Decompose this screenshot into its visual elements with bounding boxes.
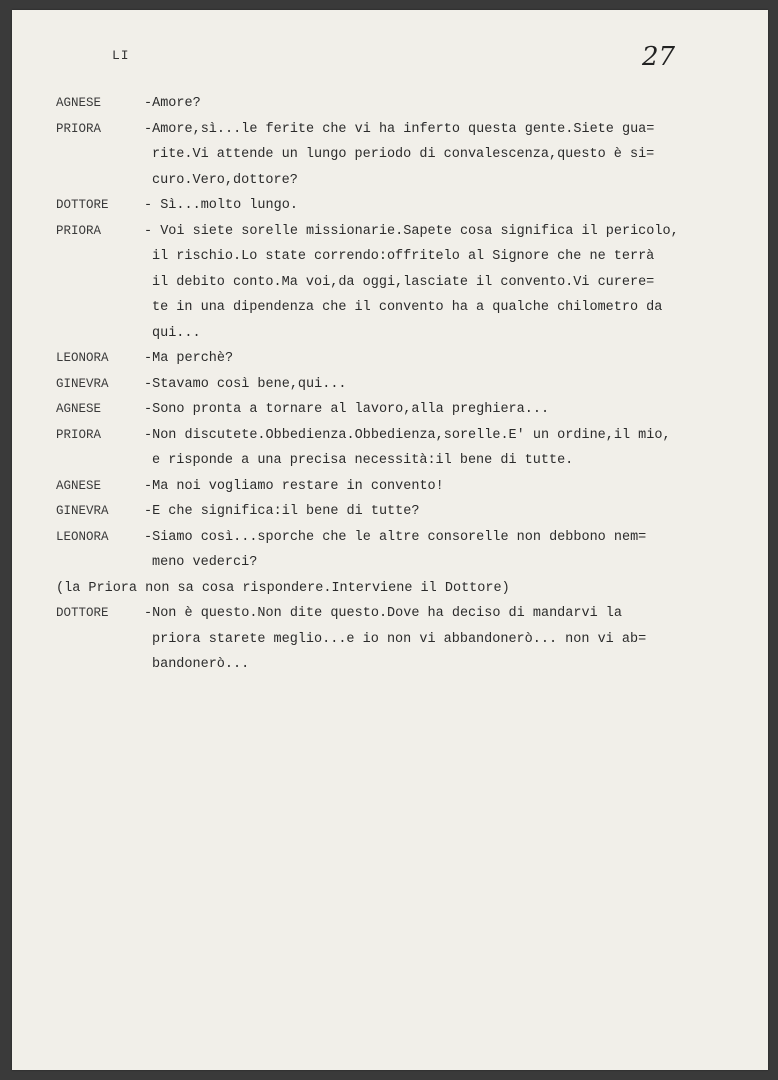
speech-line: meno vederci? [152, 555, 258, 570]
dialogue-line [56, 117, 756, 194]
dialogue-line [56, 91, 756, 117]
speech-line: -Non discutete.Obbedienza.Obbedienza,sorelle.E' un ordine,il mio, [144, 427, 671, 443]
dialogue-line [56, 193, 756, 219]
page-number: 27 [642, 42, 676, 72]
speaker-name: LEONORA [56, 529, 109, 544]
speech-text [144, 346, 756, 372]
speech-line: te in una dipendenza che il convento ha a qualche chilometro da [152, 300, 663, 315]
speech-text [144, 91, 756, 117]
speaker-name: AGNESE [56, 96, 102, 110]
speech-line: -Non è questo.Non dite questo.Dove ha deciso di mandarvi la [144, 606, 622, 621]
speech-text [144, 193, 756, 219]
speech-line: qui... [152, 325, 201, 341]
speaker-name: DOTTORE [56, 198, 109, 212]
speech-text [144, 117, 756, 194]
dialogue-line [56, 525, 756, 576]
speech-text [144, 219, 756, 347]
speech-line: -Sono pronta a tornare al lavoro,alla preghiera... [144, 402, 550, 417]
dialogue-line [56, 346, 756, 372]
scene-number: LI [112, 48, 130, 63]
speech-line: -Amore? [144, 96, 201, 111]
speech-line: -E che significa:il bene di tutte? [144, 504, 420, 519]
dialogue-line [56, 397, 756, 423]
typescript-page [12, 10, 768, 1070]
speech-line: - Sì...molto lungo. [144, 198, 298, 213]
speech-text [144, 601, 756, 678]
dialogue-line [56, 219, 756, 347]
speaker-name: LEONORA [56, 351, 109, 365]
speech-line: rite.Vi attende un lungo periodo di convalescenza,questo è si= [152, 147, 655, 162]
speech-text [144, 474, 756, 500]
stage-direction: (la Priora non sa cosa rispondere.Interviene il Dottore) [56, 580, 510, 596]
speech-text [144, 499, 756, 525]
speech-text [144, 397, 756, 423]
speaker-name: AGNESE [56, 478, 102, 493]
dialogue-line [56, 474, 756, 500]
script-body [56, 91, 756, 678]
speech-line: bandonerò... [152, 657, 250, 672]
speech-line: curo.Vero,dottore? [152, 172, 298, 188]
speaker-name: AGNESE [56, 402, 102, 416]
speech-line: priora starete meglio...e io non vi abbandonerò... non vi ab= [152, 631, 647, 647]
speaker-name: GINEVRA [56, 504, 109, 518]
dialogue-line [56, 372, 756, 398]
speech-text [144, 423, 756, 474]
speech-line: il rischio.Lo state correndo:offritelo al Signore che ne terrà [152, 249, 655, 264]
dialogue-line [56, 601, 756, 678]
speech-line: -Ma perchè? [144, 351, 234, 366]
speech-line: -Amore,sì...le ferite che vi ha inferto questa gente.Siete gua= [144, 121, 655, 137]
speaker-name: DOTTORE [56, 606, 109, 620]
speech-text [144, 372, 756, 398]
speaker-name: PRIORA [56, 121, 102, 136]
speaker-name: PRIORA [56, 427, 102, 442]
speech-text [144, 525, 756, 576]
speech-line: -Siamo così...sporche che le altre consorelle non debbono nem= [144, 529, 647, 545]
speech-line: e risponde a una precisa necessità:il bene di tutte. [152, 453, 574, 468]
speaker-name: PRIORA [56, 223, 102, 238]
stage-direction-line [56, 576, 756, 602]
speech-line: -Ma noi vogliamo restare in convento! [144, 478, 444, 494]
speech-line: - Voi siete sorelle missionarie.Sapete cosa significa il pericolo, [144, 223, 679, 239]
dialogue-line [56, 499, 756, 525]
speaker-name: GINEVRA [56, 376, 109, 391]
speech-line: il debito conto.Ma voi,da oggi,lasciate il convento.Vi curere= [152, 274, 655, 290]
dialogue-line [56, 423, 756, 474]
speech-line: -Stavamo così bene,qui... [144, 376, 347, 392]
